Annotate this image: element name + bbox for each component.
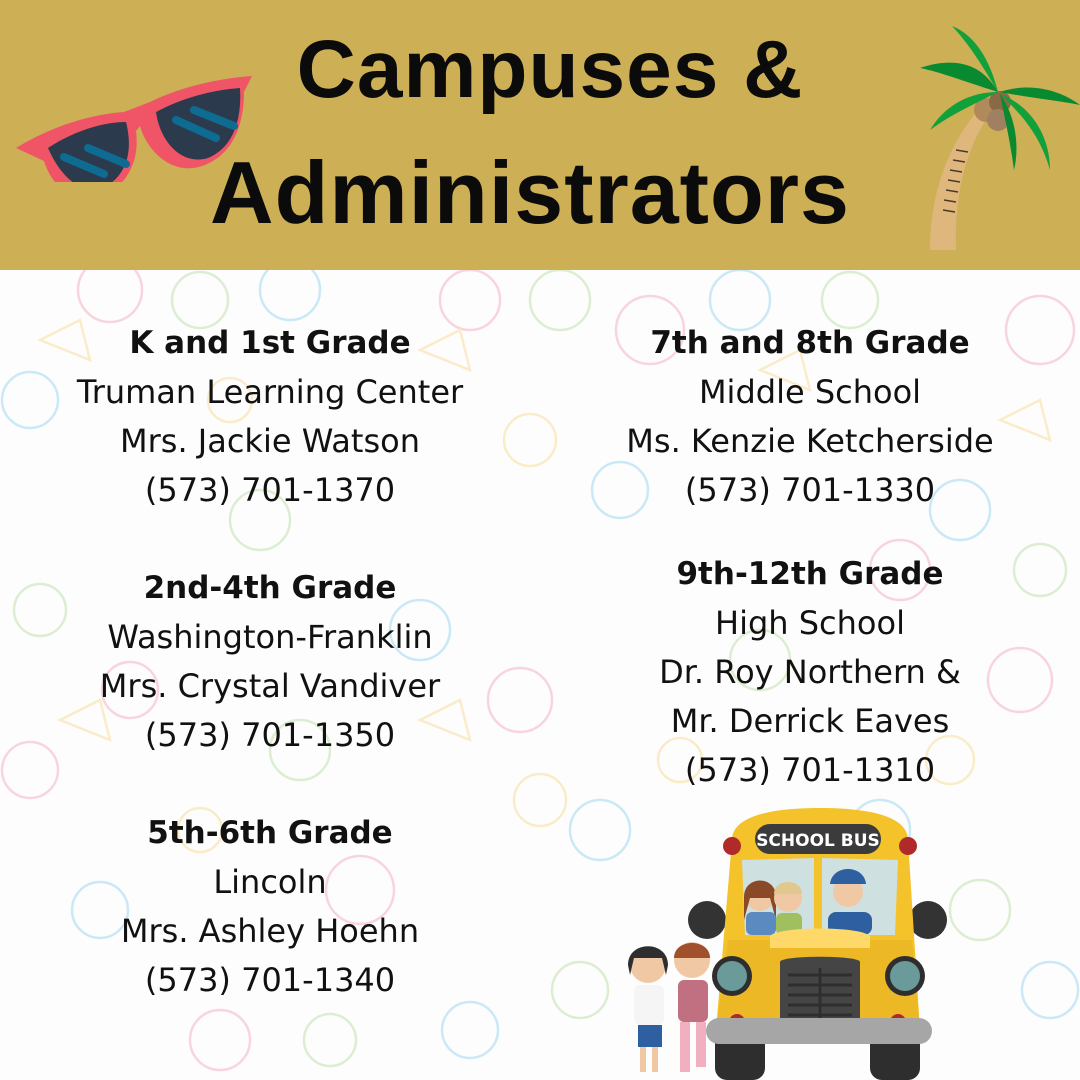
title-line-1: Campuses &	[296, 24, 804, 115]
administrator-name: Mrs. Crystal Vandiver	[99, 667, 441, 705]
header-banner	[0, 0, 1080, 270]
grade-label: 7th and 8th Grade	[650, 325, 970, 361]
grade-label: 5th-6th Grade	[147, 815, 393, 851]
phone-number[interactable]: (573) 701-1340	[144, 961, 396, 999]
school-name: Lincoln	[213, 863, 327, 901]
school-name: Washington-Franklin	[107, 618, 433, 656]
bus-sign-text: SCHOOL BUS	[756, 831, 880, 851]
campus-card-2nd-4th	[0, 564, 540, 760]
title-line-2: Administrators	[210, 143, 850, 242]
administrator-name: Mrs. Jackie Watson	[120, 422, 420, 460]
school-name: Middle School	[698, 373, 922, 411]
grade-label: 2nd-4th Grade	[143, 570, 397, 606]
school-bus-illustration	[620, 800, 960, 1080]
phone-number[interactable]: (573) 701-1370	[144, 471, 396, 509]
school-name: Truman Learning Center	[76, 373, 464, 411]
phone-number[interactable]: (573) 701-1330	[684, 471, 936, 509]
campus-card-k-1st	[0, 319, 540, 515]
administrator-name: Mr. Derrick Eaves	[670, 702, 950, 740]
administrator-name: Dr. Roy Northern &	[659, 653, 961, 691]
phone-number[interactable]: (573) 701-1310	[684, 751, 936, 789]
phone-number[interactable]: (573) 701-1350	[144, 716, 396, 754]
grade-label: K and 1st Grade	[129, 325, 411, 361]
administrator-name: Ms. Kenzie Ketcherside	[626, 422, 994, 460]
administrator-name: Mrs. Ashley Hoehn	[120, 912, 420, 950]
grade-label: 9th-12th Grade	[676, 556, 944, 592]
campus-card-7th-8th	[540, 319, 1080, 515]
school-name: High School	[715, 604, 905, 642]
campus-card-9th-12th	[540, 550, 1080, 795]
campus-card-5th-6th	[0, 809, 540, 1005]
